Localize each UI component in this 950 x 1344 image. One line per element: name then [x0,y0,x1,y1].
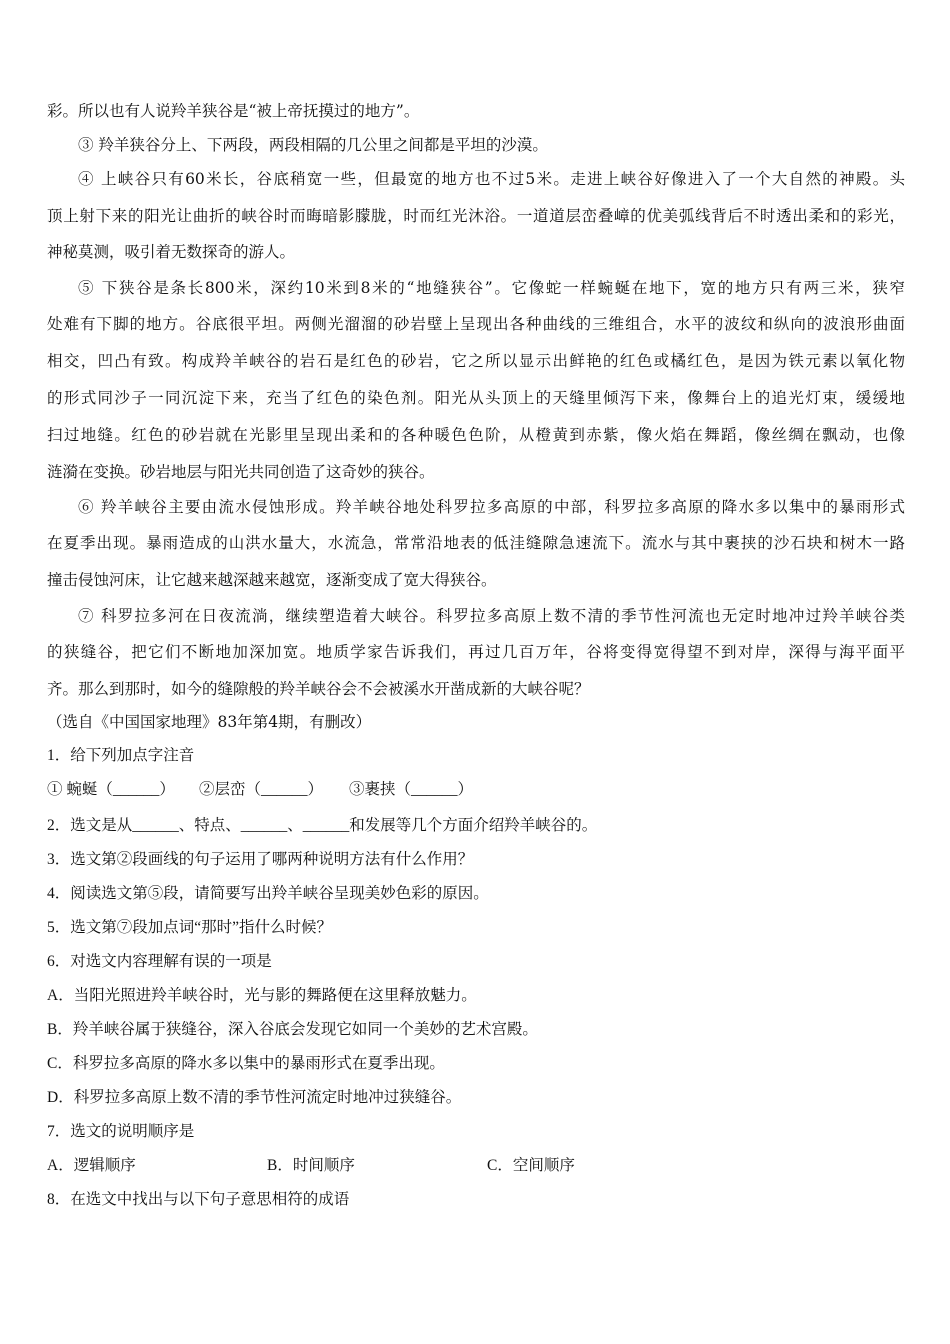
passage-line: 顶上射下来的阳光让曲折的峡谷时而晦暗影朦胧，时而红光沐浴。一道道层峦叠嶂的优美弧线背后不时透出柔和的彩光， [47,207,905,225]
question-4: 4．阅读选文第⑤段，请简要写出羚羊峡谷呈现美妙色彩的原因。 [47,885,489,902]
passage-line: 齐。那么到那时，如今的缝隙般的羚羊峡谷会不会被溪水开凿成新的大峡谷呢？ [47,680,590,698]
passage-line: 的形式同沙子一同沉淀下来，充当了红色的染色剂。阳光从头顶上的天缝里倾泻下来，像舞台上的追光灯束，缓缓地 [47,389,905,407]
question-3: 3．选文第②段画线的句子运用了哪两种说明方法有什么作用？ [47,851,474,868]
passage-line: 扫过地缝。红色的砂岩就在光影里呈现出柔和的各种暖色色阶，从橙黄到赤紫，像火焰在舞蹈，像丝绸在飘动，也像 [47,426,905,444]
passage-source: （选自《中国国家地理》83年第4期，有删改） [47,713,372,731]
question-7-option-a: A．逻辑顺序 [47,1157,136,1174]
question-5: 5．选文第⑦段加点词“那时”指什么时候？ [47,919,333,936]
question-1: 1．给下列加点字注音 [47,747,195,764]
question-7-option-b: B．时间顺序 [267,1157,355,1174]
passage-paragraph-4: ④ 上峡谷只有60米长，谷底稍宽一些，但最宽的地方也不过5米。走进上峡谷好像进入了一个大自然的神殿。头 [78,170,905,188]
passage-line: 处难有下脚的地方。谷底很平坦。两侧光溜溜的砂岩壁上呈现出各种曲线的三维组合，水平的波纹和纵向的波浪形曲面 [47,315,905,333]
question-6-option-d: D．科罗拉多高原上数不清的季节性河流定时地冲过狭缝谷。 [47,1089,462,1106]
passage-line: 撞击侵蚀河床，让它越来越深越来越宽，逐渐变成了宽大得狭谷。 [47,571,497,589]
question-1-item: ① 蜿蜒（______） [47,781,175,798]
passage-paragraph-3: ③ 羚羊狭谷分上、下两段，两段相隔的几公里之间都是平坦的沙漠。 [78,136,548,154]
question-7-options [47,1155,905,1179]
passage-line: 的狭缝谷，把它们不断地加深加宽。地质学家告诉我们，再过几百万年，谷将变得宽得望不到对岸，深得与海平面平 [47,643,905,661]
question-6-option-a: A．当阳光照进羚羊峡谷时，光与影的舞路便在这里释放魅力。 [47,987,477,1004]
passage-paragraph-5: ⑤ 下狭谷是条长800米，深约10米到8米的“地缝狭谷”。它像蛇一样蜿蜒在地下，宽的地方只有两三米，狭窄 [78,279,905,297]
question-7-option-c: C．空间顺序 [487,1157,575,1174]
question-1-item: ②层峦（______） [199,781,324,798]
passage-line: 相交，凹凸有致。构成羚羊峡谷的岩石是红色的砂岩，它之所以显示出鲜艳的红色或橘红色，是因为铁元素以氧化物 [47,352,905,370]
question-7: 7．选文的说明顺序是 [47,1123,195,1140]
passage-line: 神秘莫测，吸引着无数探奇的游人。 [47,243,296,261]
question-8: 8．在选文中找出与以下句子意思相符的成语 [47,1191,350,1208]
question-1-items [47,779,905,803]
passage-paragraph-6: ⑥ 羚羊峡谷主要由流水侵蚀形成。羚羊峡谷地处科罗拉多高原的中部，科罗拉多高原的降水多以集中的暴雨形式 [78,498,905,516]
passage-paragraph-7: ⑦ 科罗拉多河在日夜流淌，继续塑造着大峡谷。科罗拉多高原上数不清的季节性河流也无定时地冲过羚羊峡谷类 [78,607,905,625]
question-2: 2．选文是从______、特点、______、______和发展等几个方面介绍羚羊峡谷的。 [47,817,598,834]
question-6-option-b: B．羚羊峡谷属于狭缝谷，深入谷底会发现它如同一个美妙的艺术宫殿。 [47,1021,538,1038]
question-1-item: ③裹挟（______） [349,781,474,798]
passage-line: 彩。所以也有人说羚羊狭谷是“被上帝抚摸过的地方”。 [47,102,420,120]
question-6-option-c: C．科罗拉多高原的降水多以集中的暴雨形式在夏季出现。 [47,1055,445,1072]
passage-line: 涟漪在变换。砂岩地层与阳光共同创造了这奇妙的狭谷。 [47,463,435,481]
passage-line: 在夏季出现。暴雨造成的山洪水量大，水流急，常常沿地表的低洼缝隙急速流下。流水与其中裹挟的沙石块和树木一路 [47,534,905,552]
question-6: 6．对选文内容理解有误的一项是 [47,953,272,970]
